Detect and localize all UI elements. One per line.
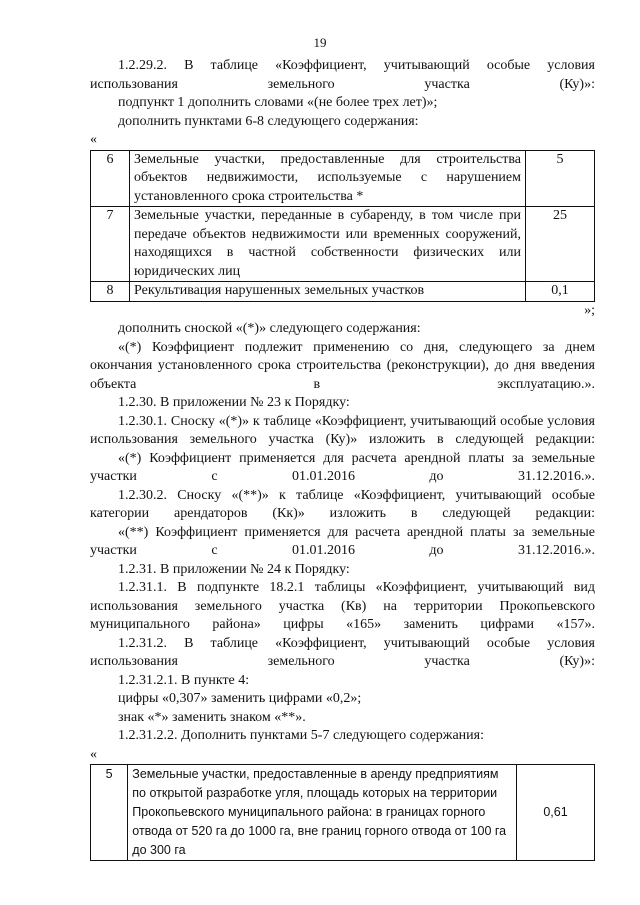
paragraph: подпункт 1 дополнить словами «(не более трех лет)»;: [118, 95, 438, 110]
paragraph: «(*) Коэффициент применяется для расчета арендной платы за земельные участки с 01.01.2016 до 31.12.2016.».: [90, 450, 595, 484]
table-row: [91, 765, 595, 861]
paragraph: 1.2.29.2. В таблице «Коэффициент, учитывающий особые условия использования земельного участка (Ку)»:: [90, 58, 595, 92]
paragraph: дополнить сноской «(*)» следующего содержания:: [118, 321, 421, 336]
row-number-cell: 7: [91, 207, 130, 282]
paragraph: 1.2.31.2.1. В пункте 4:: [118, 672, 250, 688]
description-cell: Земельные участки, переданные в субаренду, в том числе при передаче объектов недвижимости или временных сооружений, находящихся в частной собственности физических или юридических лиц: [130, 207, 526, 282]
paragraph: 1.2.31.1. В подпункте 18.2.1 таблицы «Коэффициент, учитывающий вид использования земельного участка (Кв) на территории Прокопьевского муниципального района» цифры «165» заменить цифрами «157».: [90, 580, 595, 632]
description-cell: Земельные участки, предоставленные в аренду предприятиям по открытой разработке угля, площадь которых на территории Прокопьевского муниципального района: в границах горного отвода от 520 га до 1000 га, вне границ горного отвода от 100 га до 300 га: [128, 765, 517, 861]
coefficient-value-cell: 0,1: [526, 282, 595, 302]
opening-quote: «: [90, 132, 97, 147]
description-cell: Рекультивация нарушенных земельных участков: [130, 282, 526, 302]
paragraph: цифры «0,307» заменить цифрами «0,2»;: [118, 691, 362, 706]
coefficient-table: [90, 150, 595, 302]
row-number-cell: 8: [91, 282, 130, 302]
paragraph: «(*) Коэффициент подлежит применению со дня, следующего за днем окончания установленного срока строительства (реконструкции), до дня введения объекта в эксплуатацию.».: [90, 339, 595, 392]
opening-quote: «: [90, 746, 97, 762]
table-row: [91, 207, 595, 282]
table-row: [91, 150, 595, 207]
paragraph: 1.2.30.1. Сноску «(*)» к таблице «Коэффициент, учитывающий особые условия использования земельного участка (Ку)» изложить в следующей редакции:: [90, 413, 595, 447]
closing-quote: »;: [584, 302, 595, 318]
paragraph: 1.2.31. В приложении № 24 к Порядку:: [118, 561, 350, 577]
description-cell: Земельные участки, предоставленные для строительства объектов недвижимости, используемые с нарушением установленного срока строительства *: [130, 150, 526, 207]
paragraph: 1.2.31.2. В таблице «Коэффициент, учитывающий особые условия использования земельного участка (Ку)»:: [90, 635, 595, 669]
paragraph: дополнить пунктами 6-8 следующего содержания:: [118, 113, 419, 129]
page-number: 19: [313, 35, 327, 50]
coefficient-value-cell: 0,61: [517, 765, 595, 861]
coefficient-table: [90, 764, 595, 861]
row-number-cell: 5: [91, 765, 128, 861]
row-number-cell: 6: [91, 150, 130, 207]
document-body: [90, 57, 595, 861]
paragraph: 1.2.30. В приложении № 23 к Порядку:: [118, 395, 350, 410]
paragraph: 1.2.30.2. Сноску «(**)» к таблице «Коэффициент, учитывающий особые категории арендаторов (Кк)» изложить в следующей редакции:: [90, 487, 595, 521]
paragraph: 1.2.31.2.2. Дополнить пунктами 5-7 следующего содержания:: [118, 728, 484, 743]
paragraph: «(**) Коэффициент применяется для расчета арендной платы за земельные участки с 01.01.2016 до 31.12.2016.».: [90, 524, 595, 558]
coefficient-value-cell: 5: [526, 150, 595, 207]
paragraph: знак «*» заменить знаком «**».: [118, 709, 306, 725]
table-row: [91, 282, 595, 302]
coefficient-value-cell: 25: [526, 207, 595, 282]
